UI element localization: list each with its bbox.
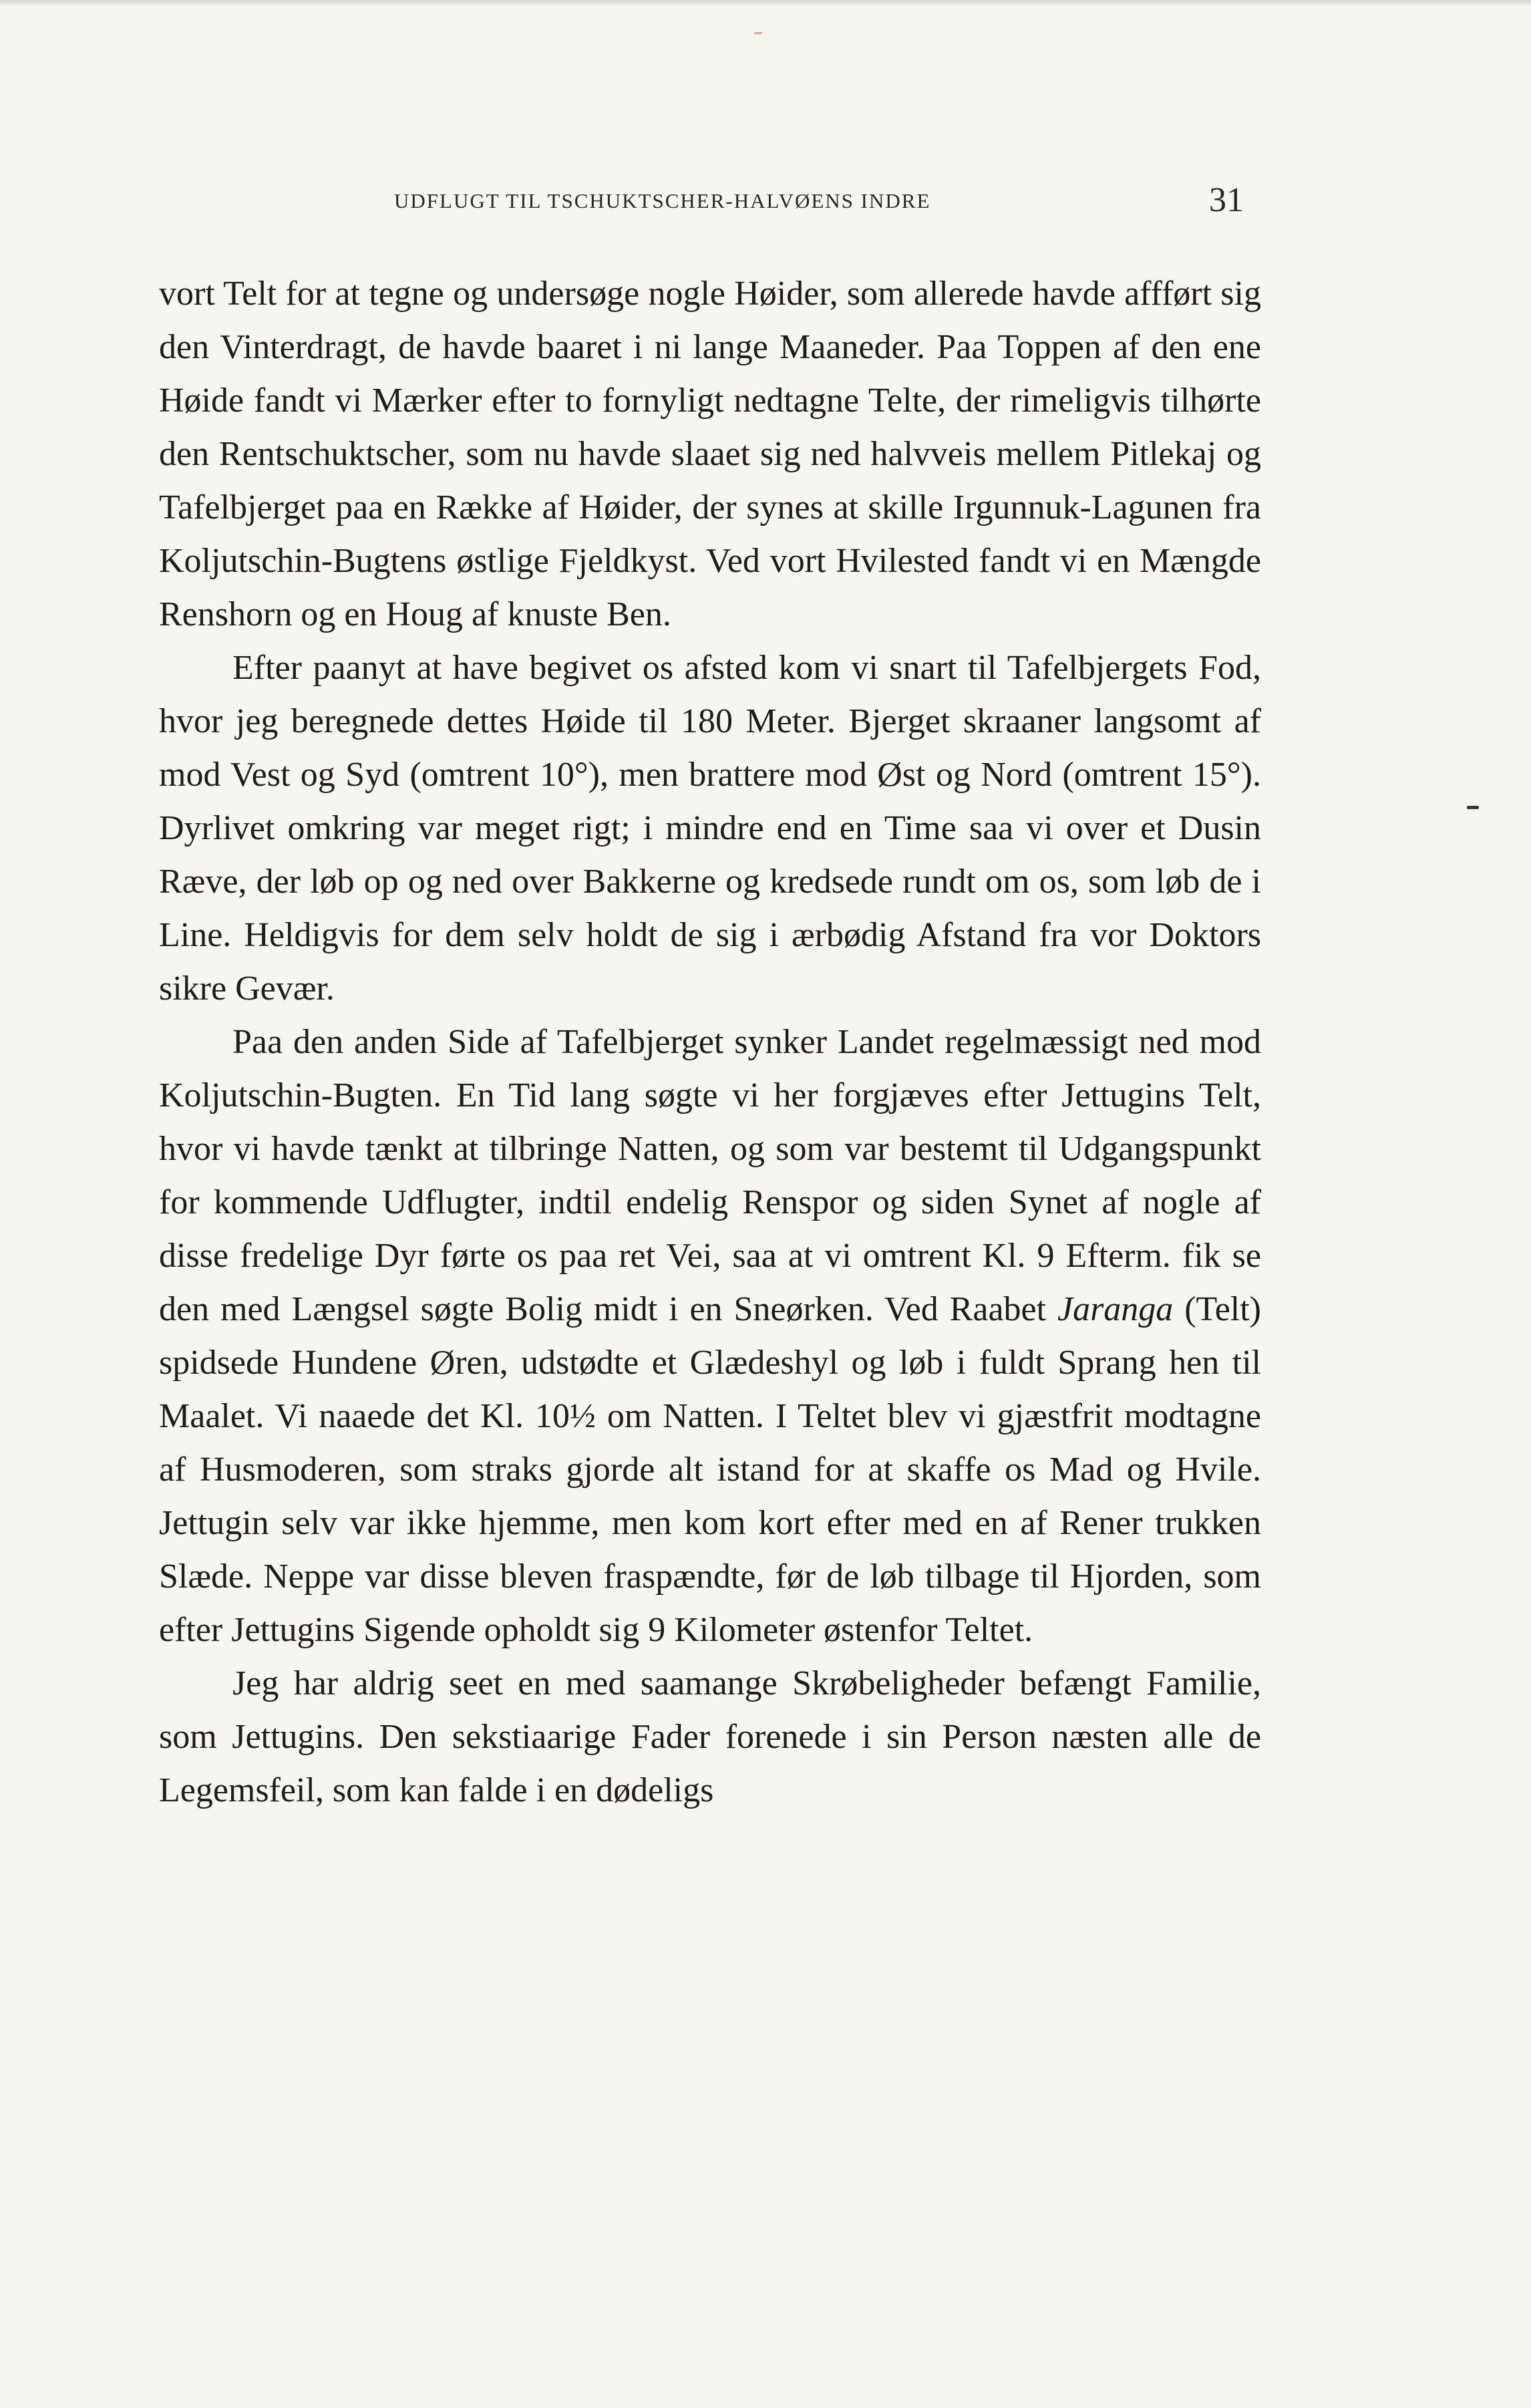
ink-speck <box>754 32 762 34</box>
paragraph-3 <box>159 1016 1261 1657</box>
paragraph-3-text-before: Paa den anden Side af Tafelbjerget synker Landet regelmæssigt ned mod Koljutschin-Bugten. En Tid lang søgte vi her forgjæves efter Jettugins Telt, hvor vi havde tænkt at tilbringe Natten, og som var bestemt til Udgangspunkt for kommende Udflugter, indtil endelig Renspor og siden Synet af nogle af disse fredelige Dyr førte os paa ret Vei, saa at vi omtrent Kl. 9 Efterm. fik se den med Længsel søgte Bolig midt i en Sneørken. Ved Raabet <box>159 1023 1261 1328</box>
page-top-edge <box>0 0 1531 7</box>
body-text <box>159 267 1261 1817</box>
page-number: 31 <box>1209 181 1244 219</box>
paragraph-1: vort Telt for at tegne og undersøge nogle Høider, som allerede havde affført sig den Vinterdragt, de havde baaret i ni lange Maaneder. Paa Toppen af den ene Høide fandt vi Mærker efter to fornyligt nedtagne Telte, der rimeligvis tilhørte den Rentschuktscher, som nu havde slaaet sig ned halvveis mellem Pitlekaj og Tafelbjerget paa en Række af Høider, der synes at skille Irgunnuk-Lagunen fra Koljutschin-Bugtens østlige Fjeldkyst. Ved vort Hvilested fandt vi en Mængde Renshorn og en Houg af knuste Ben. <box>159 275 1261 633</box>
running-header-title: UDFLUGT TIL TSCHUKTSCHER-HALVØENS INDRE <box>394 189 931 212</box>
paragraph-4: Jeg har aldrig seet en med saamange Skrøbeligheder befængt Familie, som Jettugins. Den sekstiaarige Fader forenede i sin Person næsten alle de Legemsfeil, som kan falde i en dødeligs <box>159 1664 1261 1809</box>
ink-speck <box>1467 806 1479 809</box>
paragraph-3-text-after: (Telt) spidsede Hundene Øren, udstødte et Glædeshyl og løb i fuldt Sprang hen til Maalet. Vi naaede det Kl. 10½ om Natten. I Teltet blev vi gjæstfrit modtagne af Husmoderen, som straks gjorde alt istand for at skaffe os Mad og Hvile. Jettugin selv var ikke hjemme, men kom kort efter med en af Rener trukken Slæde. Neppe var disse bleven fraspændte, før de løb tilbage til Hjorden, som efter Jettugins Sigende opholdt sig 9 Kilometer østenfor Teltet. <box>159 1290 1261 1649</box>
paragraph-2: Efter paanyt at have begivet os afsted kom vi snart til Tafelbjergets Fod, hvor jeg beregnede dettes Høide til 180 Meter. Bjerget skraaner langsomt af mod Vest og Syd (omtrent 10°), men brattere mod Øst og Nord (omtrent 15°). Dyrlivet omkring var meget rigt; i mindre end en Time saa vi over et Dusin Ræve, der løb op og ned over Bakkerne og kredsede rundt om os, som løb de i Line. Heldigvis for dem selv holdt de sig i ærbødig Afstand fra vor Doktors sikre Gevær. <box>159 649 1261 1008</box>
paragraph-3-italic-word: Jaranga <box>1057 1290 1174 1328</box>
